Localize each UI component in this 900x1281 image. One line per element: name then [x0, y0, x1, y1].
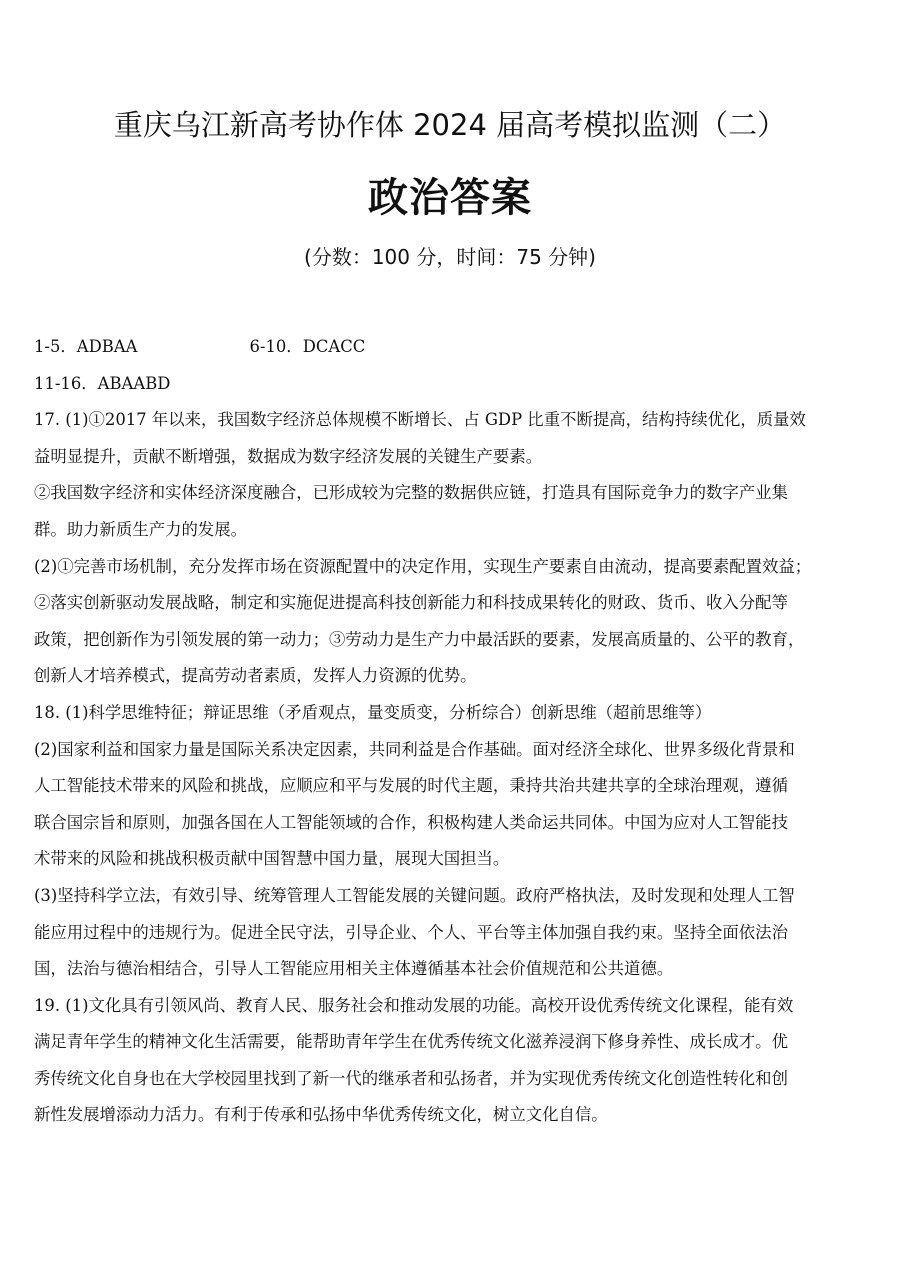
answer-body — [34, 329, 870, 1134]
question-17-answer — [34, 402, 870, 695]
document-title: 重庆乌江新高考协作体 2024 届高考模拟监测（二） — [113, 108, 787, 142]
answer-line: 益明显提升，贡献不断增强，数据成为数字经济发展的关键生产要素。 — [34, 446, 543, 466]
mcq-answers-11-16: 11-16．ABAABD — [34, 373, 171, 393]
answer-line: 秀传统文化自身也在大学校园里找到了新一代的继承者和弘扬者，并为实现优秀传统文化创造性转化和创 — [34, 1068, 788, 1088]
answer-line: 国，法治与德治相结合，引导人工智能应用相关主体遵循基本社会价值规范和公共道德。 — [34, 959, 674, 979]
answer-line: 新性发展增添动力活力。有利于传承和弘扬中华优秀传统文化，树立文化自信。 — [34, 1105, 608, 1125]
answer-line: (2)国家利益和国家力量是国际关系决定因素，共同利益是合作基础。面对经济全球化、世界多级化背景和 — [34, 739, 795, 759]
mcq-row-1 — [34, 329, 870, 366]
answer-line: 术带来的风险和挑战积极贡献中国智慧中国力量，展现大国担当。 — [34, 849, 510, 869]
answer-line: 创新人才培养模式，提高劳动者素质，发挥人力资源的优势。 — [34, 666, 477, 686]
question-18-answer — [34, 695, 870, 988]
mcq-answers-6-10: 6-10．DCACC — [249, 337, 366, 356]
answer-line: ②落实创新驱动发展战略，制定和实施促进提高科技创新能力和科技成果转化的财政、货币、收入分配等 — [34, 593, 788, 613]
question-19-answer — [34, 988, 870, 1134]
answer-line: (2)①完善市场机制，充分发挥市场在资源配置中的决定作用，实现生产要素自由流动，提高要素配置效益； — [34, 556, 812, 576]
answer-line: ②我国数字经济和实体经济深度融合，已形成较为完整的数据供应链，打造具有国际竞争力的数字产业集 — [34, 483, 788, 503]
answer-line: 17. (1)①2017 年以来，我国数字经济总体规模不断增长、占 GDP 比重不断提高，结构持续优化，质量效 — [34, 410, 806, 430]
answer-line: 18. (1)科学思维特征；辩证思维（矛盾观点，量变质变，分析综合）创新思维（超前思维等） — [34, 702, 712, 722]
answer-line: 人工智能技术带来的风险和挑战，应顺应和平与发展的时代主题，秉持共治共建共享的全球治理观，遵循 — [34, 776, 788, 796]
mcq-answers-1-5: 1-5．ADBAA — [34, 337, 138, 356]
answer-line: (3)坚持科学立法，有效引导、统筹管理人工智能发展的关键问题。政府严格执法，及时发现和处理人工智 — [34, 885, 795, 905]
answer-line: 满足青年学生的精神文化生活需要，能帮助青年学生在优秀传统文化滋养浸润下修身养性、成长成才。优 — [34, 1032, 788, 1052]
answer-line: 19. (1)文化具有引领风尚、教育人民、服务社会和推动发展的功能。高校开设优秀传统文化课程，能有效 — [34, 995, 794, 1015]
exam-meta-info: (分数：100 分，时间：75 分钟) — [304, 245, 596, 269]
document-subtitle: 政治答案 — [368, 175, 532, 221]
mcq-row-2 — [34, 366, 870, 403]
answer-line: 能应用过程中的违规行为。促进全民守法，引导企业、个人、平台等主体加强自我约束。坚持全面依法治 — [34, 922, 788, 942]
answer-line: 联合国宗旨和原则，加强各国在人工智能领域的合作，积极构建人类命运共同体。中国为应对人工智能技 — [34, 812, 788, 832]
answer-line: 群。助力新质生产力的发展。 — [34, 519, 248, 539]
answer-line: 政策，把创新作为引领发展的第一动力；③劳动力是生产力中最活跃的要素，发展高质量的、公平的教育， — [34, 629, 805, 649]
